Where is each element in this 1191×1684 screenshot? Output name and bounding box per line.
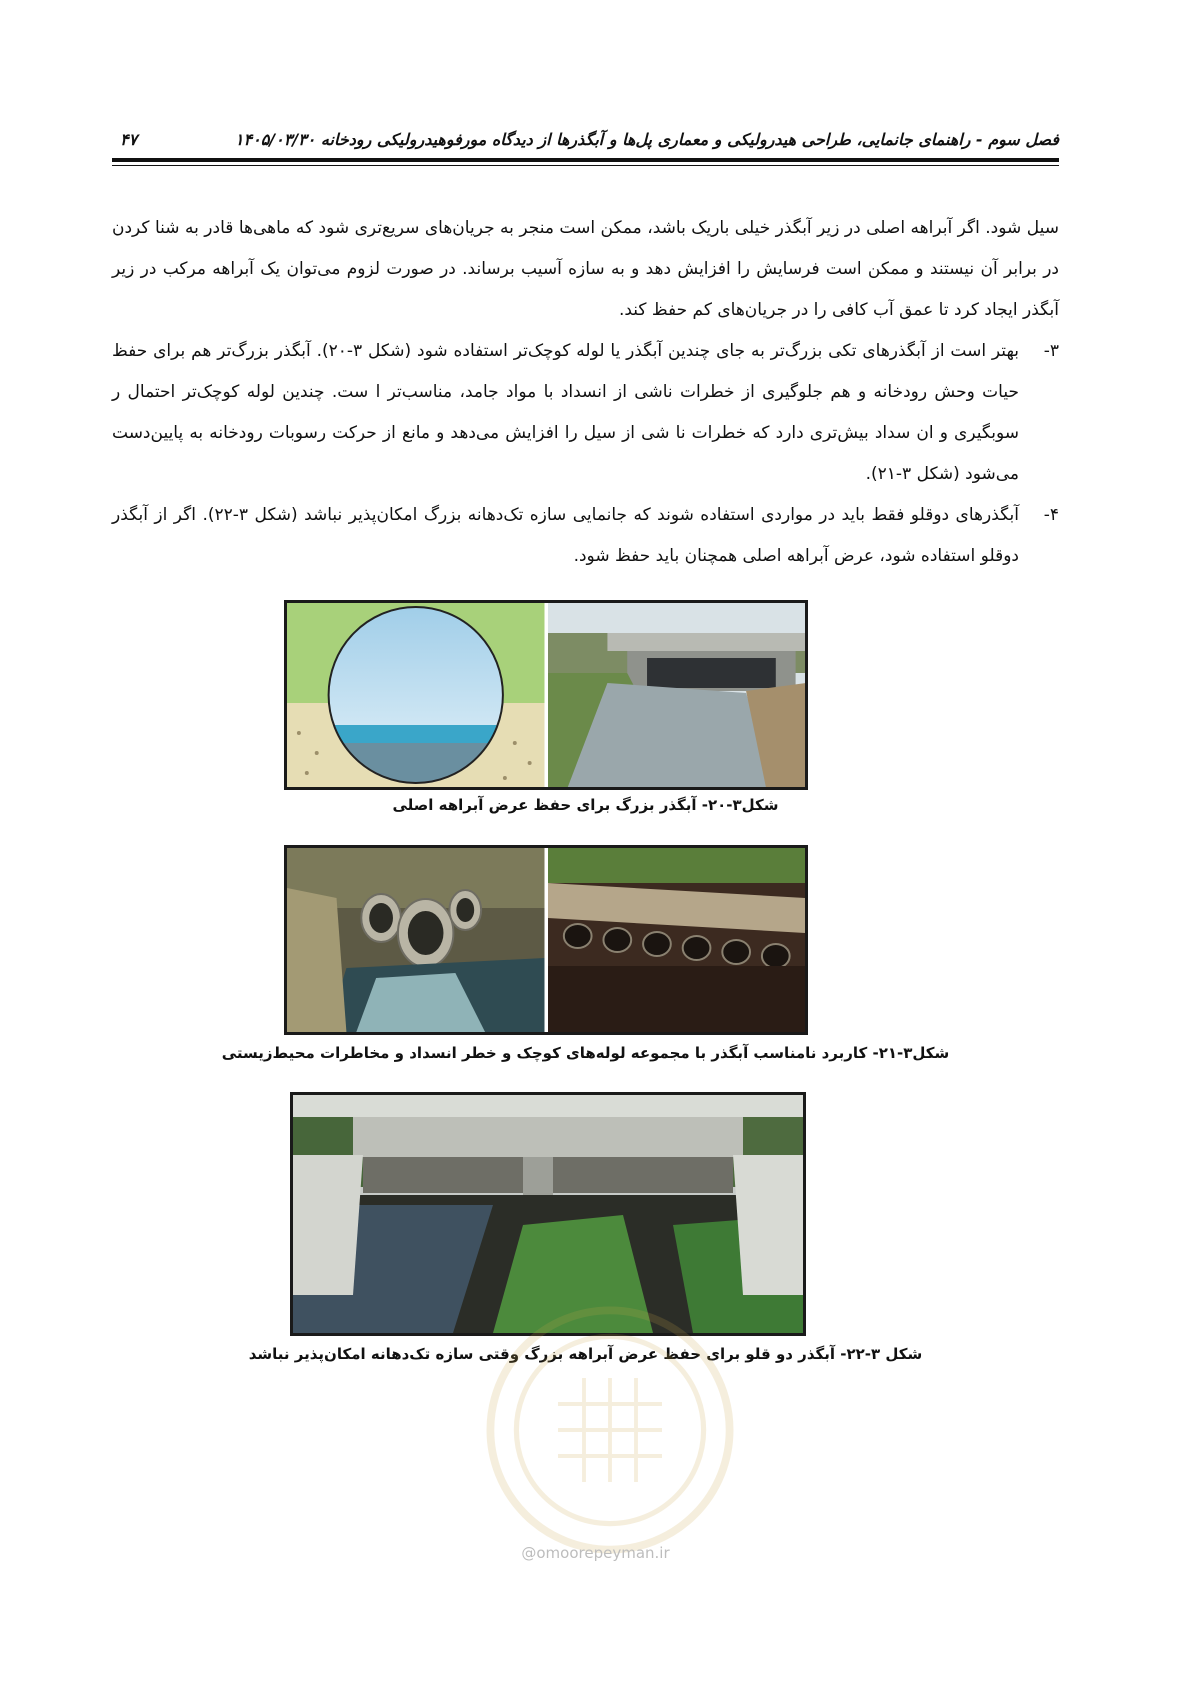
pipe-row-photo (548, 848, 806, 1032)
list-item-number: ۴- (1043, 505, 1059, 525)
paragraph: سیل شود. اگر آبراهه اصلی در زیر آبگذر خیلی باریک باشد، ممکن است منجر به جریان‌های سریع‌تری شود که ماهی‌ها قادر به شنا کردن در برابر آن نیستند و ممکن است فرسایش را افزایش دهد و به سازه آسیب برساند. در صورت لزوم می‌توان یک آبراهه مرکب در زیر آبگذر ایجاد کرد تا عمق آب کافی را در جریان‌های کم حفظ کند. (112, 218, 1059, 320)
figure-3-20 (284, 600, 808, 790)
figure-caption: شکل۳-۲۰- آبگذر بزرگ برای حفظ عرض آبراهه اصلی (392, 796, 779, 814)
bridge-culvert-photo (548, 603, 806, 787)
figure-caption: شکل۳-۲۱- کاربرد نامناسب آبگذر با مجموعه لوله‌های کوچک و خطر انسداد و مخاطرات محیط‌زیستی (221, 1044, 950, 1062)
figure-3-21 (284, 845, 808, 1035)
running-title: فصل سوم - راهنمای جانمایی، طراحی هیدرولیکی و معماری پل‌ها و آبگذرها از دیدگاه مورفوهیدرولیکی رودخانه ۱۴۰۵/۰۳/۳۰ (234, 130, 1059, 149)
page-number: ۴۷ (120, 130, 138, 149)
list-item (112, 495, 1059, 577)
header-rule-thick (112, 158, 1059, 162)
list-item-number: ۳- (1043, 341, 1059, 361)
list-item-text: بهتر است از آبگذرهای تکی بزرگ‌تر به جای چندین آبگذر یا لوله کوچک‌تر استفاده شود (شکل ۳-۲۰). آبگذر بزرگ‌تر هم برای حفظ حیات وحش رودخانه و هم جلوگیری از خطرات ناشی از انسداد با مواد جامد، مناسب‌تر ا ست. چندین لوله کوچک‌تر احتمال ر سوبگیری و ان سداد بیش‌تری دارد که خطرات نا شی از سیل را افزایش می‌دهد و مانع از حرکت رسوبات رودخانه به پایین‌دست می‌شود (شکل ۳-۲۱). (112, 341, 1020, 484)
body-text (112, 208, 1059, 577)
twin-culvert-photo (293, 1095, 803, 1333)
watermark-text: @omoorepeyman.ir (521, 1544, 670, 1562)
figure-caption: شکل ۳-۲۲- آبگذر دو قلو برای حفظ عرض آبراهه بزرگ وقتی سازه تک‌دهانه امکان‌پذیر نباشد (248, 1345, 923, 1363)
page-header (112, 126, 1059, 156)
header-rule-thin (112, 165, 1059, 166)
watermark-seal-icon (480, 1300, 740, 1560)
culvert-diagram (287, 603, 548, 787)
list-item-text: آبگذرهای دوقلو فقط باید در مواردی استفاده شوند که جانمایی سازه تک‌دهانه بزرگ امکان‌پذیر نباشد (شکل ۳-۲۲). اگر از آبگذر دوقلو استفاده شود، عرض آبراهه اصلی همچنان باید حفظ شود. (112, 505, 1019, 566)
list-item (112, 331, 1059, 495)
small-pipes-photo (287, 848, 548, 1032)
